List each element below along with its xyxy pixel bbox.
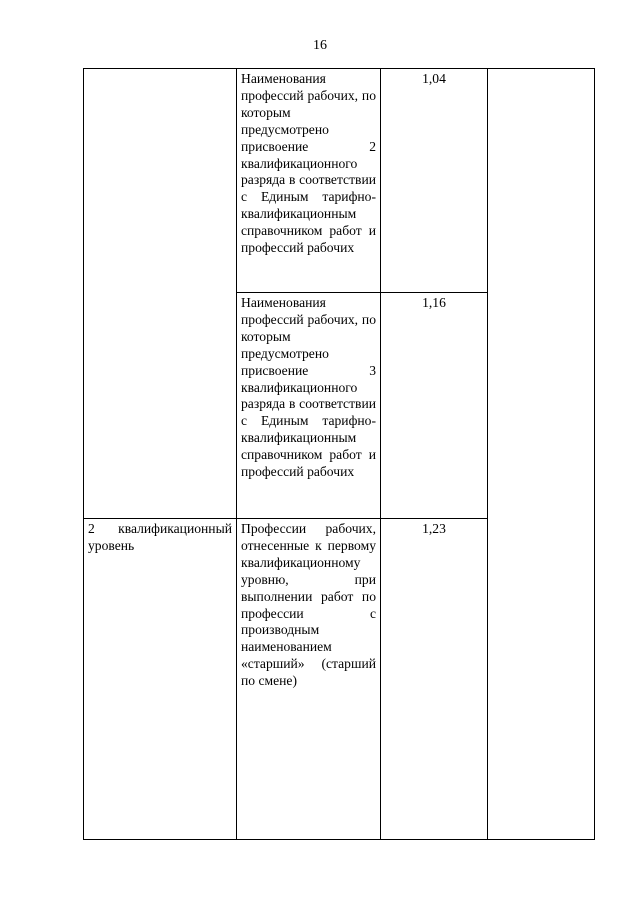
- page-number: 16: [313, 38, 327, 53]
- group-cell: 2 квалификационный уровень: [84, 519, 237, 840]
- group-cell: [84, 69, 237, 519]
- extra-cell: [488, 69, 595, 840]
- coefficient-cell: 1,23: [381, 519, 488, 840]
- profession-cell: Профессии рабочих, отнесенные к первому квалификационному уровню, при выполнении работ по профессии с производным наименованием «старший» (старший по смене): [237, 519, 381, 840]
- qualification-table: [83, 68, 595, 840]
- profession-cell: Наименования профессий рабочих, по которым предусмотрено присвоение 2 квалификационного разряда в соответствии с Единым тарифно-квалификационным справочником работ и профессий рабочих: [237, 69, 381, 293]
- table-row: [84, 69, 595, 293]
- coefficient-cell: 1,16: [381, 293, 488, 519]
- profession-cell: Наименования профессий рабочих, по которым предусмотрено присвоение 3 квалификационного разряда в соответствии с Единым тарифно-квалификационным справочником работ и профессий рабочих: [237, 293, 381, 519]
- coefficient-cell: 1,04: [381, 69, 488, 293]
